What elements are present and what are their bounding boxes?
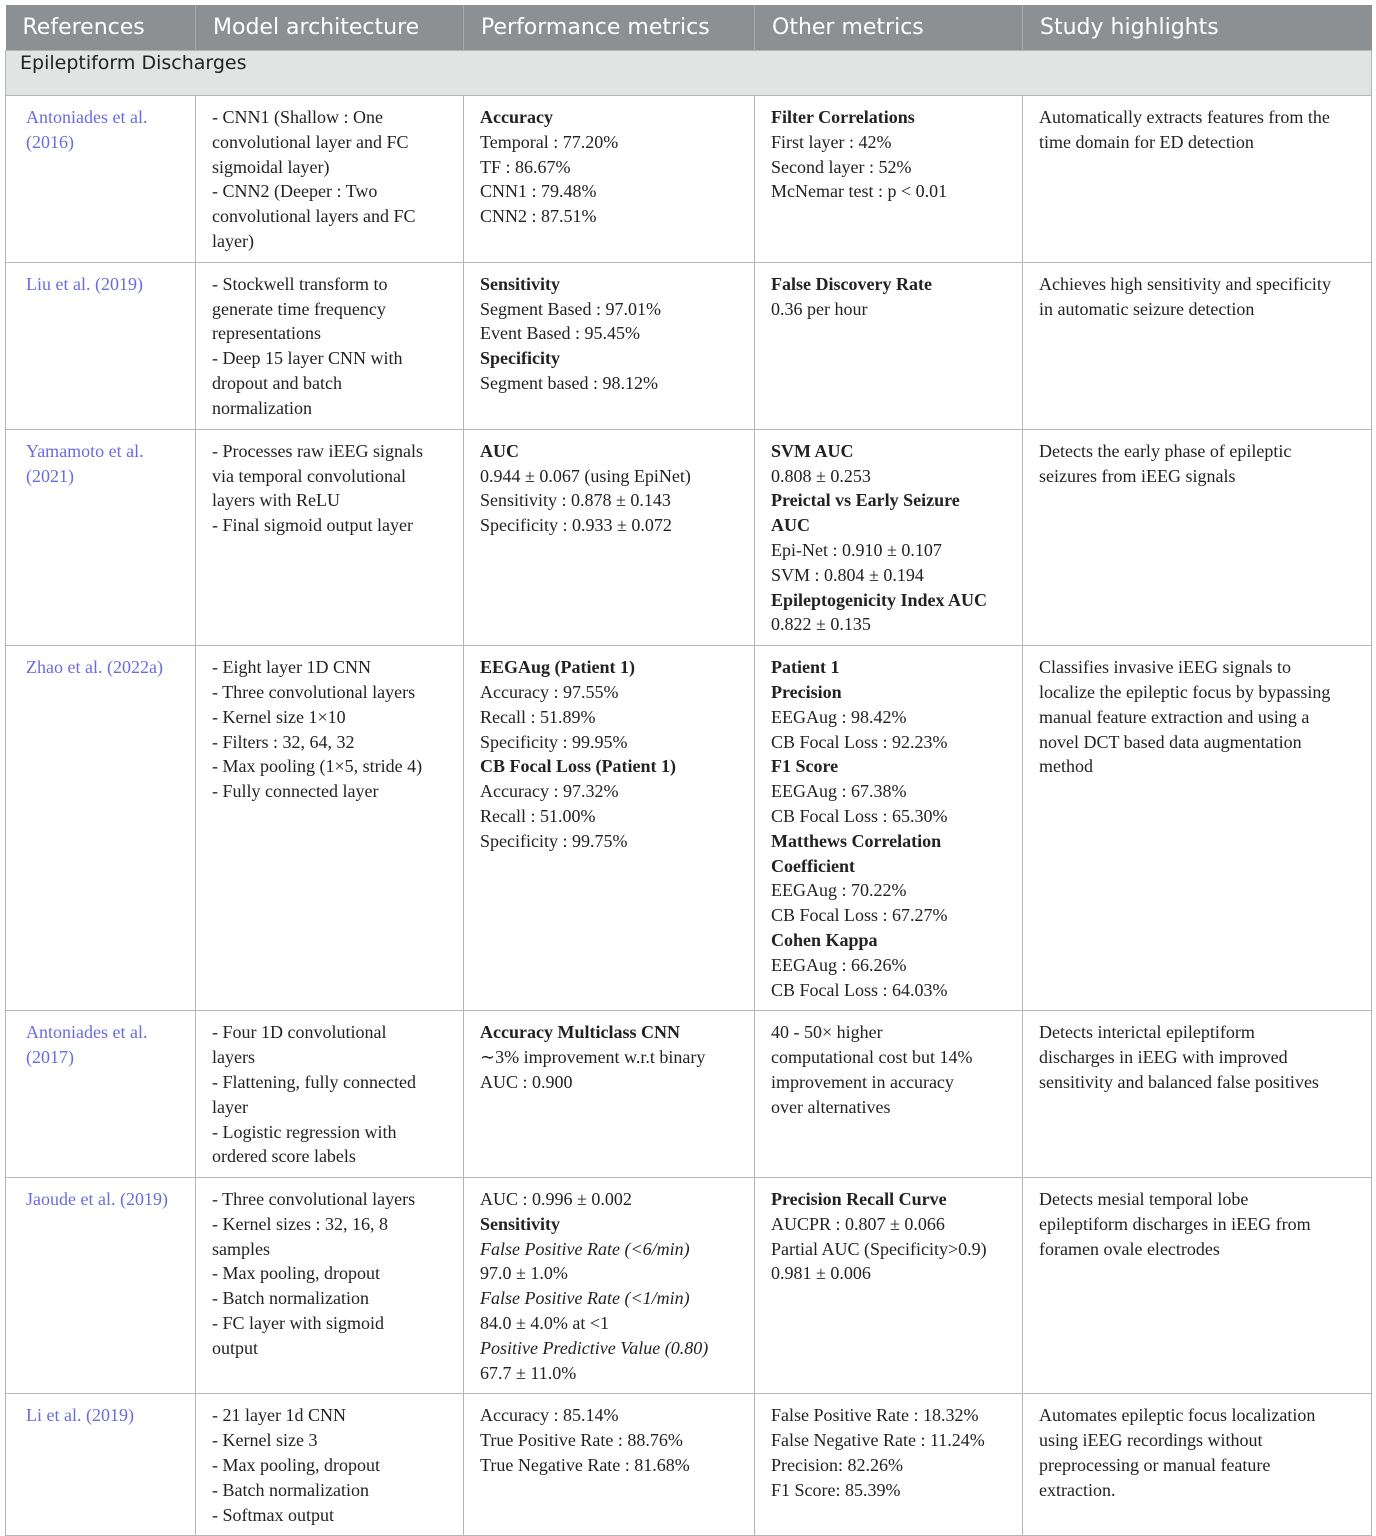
arch-cell [196, 1178, 464, 1394]
cell-line: - Final sigmoid output layer [212, 515, 413, 536]
cell-line: Segment Based : 97.01% [480, 298, 661, 319]
cell-line: improvement in accuracy [771, 1071, 954, 1092]
cell-line: Epileptogenicity Index AUC [771, 589, 988, 610]
cell-line: - Fully connected layer [212, 781, 379, 802]
reference-link[interactable] [6, 646, 196, 1011]
cell-line: Temporal : 77.20% [480, 131, 619, 152]
cell-line: method [1039, 756, 1093, 777]
cell-line: Specificity : 99.75% [480, 830, 628, 851]
cell-line: generate time frequency [212, 298, 386, 319]
cell-line: Recall : 51.89% [480, 706, 596, 727]
reference-text[interactable]: Liu et al. (2019) [26, 273, 143, 294]
cell-line: EEGAug (Patient 1) [480, 657, 635, 678]
cell-line: dropout and batch [212, 372, 342, 393]
cell-line: - Flattening, fully connected [212, 1071, 416, 1092]
perf-cell [464, 429, 755, 645]
header-row [6, 5, 1372, 51]
cell-line: - Eight layer 1D CNN [212, 657, 371, 678]
cell-line: - CNN1 (Shallow : One [212, 107, 383, 127]
cell-line: - Three convolutional layers [212, 681, 416, 702]
cell-line: Matthews Correlation [771, 830, 942, 851]
cell-line: Automatically extracts features from the [1039, 107, 1330, 127]
cell-line: computational cost but 14% [771, 1047, 973, 1068]
cell-line: False Positive Rate : 18.32% [771, 1405, 979, 1426]
perf-cell [464, 96, 755, 263]
cell-line: - Deep 15 layer CNN with [212, 348, 403, 369]
other-cell [755, 262, 1023, 429]
cell-line: CB Focal Loss : 67.27% [771, 905, 948, 926]
reference-text[interactable]: Antoniades et al. [26, 107, 148, 127]
cell-line: Detects mesial temporal lobe [1039, 1189, 1249, 1210]
reference-link[interactable] [6, 262, 196, 429]
cell-line: sensitivity and balanced false positives [1039, 1071, 1319, 1092]
cell-line: Epi-Net : 0.910 ± 0.107 [771, 539, 942, 560]
table-row [6, 1011, 1372, 1178]
cell-line: F1 Score [771, 756, 839, 777]
cell-line: Specificity : 0.933 ± 0.072 [480, 515, 672, 536]
cell-line: CB Focal Loss : 92.23% [771, 731, 948, 752]
arch-cell [196, 1394, 464, 1536]
cell-line: - Softmax output [212, 1504, 334, 1525]
cell-line: - Kernel size 1×10 [212, 706, 346, 727]
cell-line: Accuracy : 97.32% [480, 781, 619, 802]
cell-line: Specificity : 99.95% [480, 731, 628, 752]
group-label: Epileptiform Discharges [6, 51, 1372, 96]
cell-line: First layer : 42% [771, 131, 892, 152]
cell-line: convolutional layers and FC [212, 206, 416, 227]
cell-line: False Positive Rate (<6/min) [480, 1238, 690, 1259]
cell-line: True Positive Rate : 88.76% [480, 1430, 683, 1451]
cell-line: - Kernel size 3 [212, 1430, 318, 1451]
arch-cell [196, 429, 464, 645]
perf-cell [464, 1394, 755, 1536]
cell-line: Filter Correlations [771, 107, 915, 127]
reference-text[interactable]: (2016) [26, 131, 74, 152]
perf-cell [464, 1011, 755, 1178]
cell-line: Event Based : 95.45% [480, 323, 640, 344]
arch-cell [196, 646, 464, 1011]
other-cell [755, 1394, 1023, 1536]
cell-line: AUC [771, 515, 810, 536]
cell-line: EEGAug : 67.38% [771, 781, 907, 802]
cell-line: CB Focal Loss : 65.30% [771, 805, 948, 826]
cell-line: AUC : 0.996 ± 0.002 [480, 1189, 632, 1210]
cell-line: normalization [212, 397, 312, 418]
cell-line: - Kernel sizes : 32, 16, 8 [212, 1213, 388, 1234]
column-header-study-highlights: Study highlights [1023, 5, 1372, 51]
perf-cell [464, 262, 755, 429]
table-row [6, 429, 1372, 645]
cell-line: preprocessing or manual feature [1039, 1455, 1271, 1476]
high-cell [1023, 96, 1372, 263]
column-header-model-architecture: Model architecture [196, 5, 464, 51]
cell-line: EEGAug : 66.26% [771, 954, 907, 975]
reference-text[interactable]: (2017) [26, 1047, 74, 1068]
cell-line: - Max pooling, dropout [212, 1263, 380, 1284]
other-cell [755, 96, 1023, 263]
cell-line: CB Focal Loss : 64.03% [771, 979, 948, 1000]
other-cell [755, 646, 1023, 1011]
cell-line: in automatic seizure detection [1039, 298, 1255, 319]
cell-line: 0.944 ± 0.067 (using EpiNet) [480, 465, 691, 486]
cell-line: Segment based : 98.12% [480, 372, 658, 393]
cell-line: foramen ovale electrodes [1039, 1238, 1220, 1259]
cell-line: AUC [480, 440, 519, 461]
cell-line: Precision: 82.26% [771, 1455, 903, 1476]
cell-line: Accuracy : 97.55% [480, 681, 619, 702]
cell-line: layers [212, 1047, 255, 1068]
cell-line: True Negative Rate : 81.68% [480, 1455, 690, 1476]
results-table [5, 5, 1372, 1536]
cell-line: using iEEG recordings without [1039, 1430, 1263, 1451]
cell-line: Partial AUC (Specificity>0.9) [771, 1238, 987, 1259]
cell-line: 97.0 ± 1.0% [480, 1263, 568, 1284]
cell-line: - Max pooling, dropout [212, 1455, 380, 1476]
cell-line: ∼3% improvement w.r.t binary [480, 1047, 706, 1068]
cell-line: CNN1 : 79.48% [480, 181, 597, 202]
high-cell [1023, 429, 1372, 645]
cell-line: TF : 86.67% [480, 156, 571, 177]
other-cell [755, 1011, 1023, 1178]
cell-line: output [212, 1337, 259, 1358]
reference-text[interactable]: Antoniades et al. [26, 1022, 148, 1043]
perf-cell [464, 1178, 755, 1394]
cell-line: False Positive Rate (<1/min) [480, 1288, 690, 1309]
cell-line: layer) [212, 230, 254, 251]
group-row [6, 51, 1372, 96]
cell-line: - Max pooling (1×5, stride 4) [212, 756, 423, 777]
reference-text[interactable]: (2021) [26, 465, 74, 486]
cell-line: Cohen Kappa [771, 929, 878, 950]
high-cell [1023, 646, 1372, 1011]
cell-line: SVM AUC [771, 440, 854, 461]
cell-line: Precision [771, 681, 842, 702]
cell-line: epileptiform discharges in iEEG from [1039, 1213, 1311, 1234]
cell-line: Second layer : 52% [771, 156, 912, 177]
cell-line: False Discovery Rate [771, 273, 932, 294]
arch-cell [196, 96, 464, 263]
reference-text[interactable]: Yamamoto et al. [26, 440, 144, 461]
cell-line: - 21 layer 1d CNN [212, 1405, 346, 1426]
reference-link[interactable] [6, 1178, 196, 1394]
table-row [6, 262, 1372, 429]
cell-line: seizures from iEEG signals [1039, 465, 1236, 486]
table-row [6, 96, 1372, 263]
cell-line: representations [212, 323, 321, 344]
cell-line: manual feature extraction and using a [1039, 706, 1310, 727]
cell-line: Sensitivity [480, 273, 561, 294]
reference-text[interactable]: Li et al. (2019) [26, 1405, 134, 1426]
table-row [6, 1394, 1372, 1536]
cell-line: time domain for ED detection [1039, 131, 1254, 152]
cell-line: 84.0 ± 4.0% at <1 [480, 1313, 610, 1334]
cell-line: 0.822 ± 0.135 [771, 614, 871, 635]
cell-line: sigmoidal layer) [212, 156, 330, 177]
reference-text[interactable]: Zhao et al. (2022a) [26, 657, 163, 678]
high-cell [1023, 1394, 1372, 1536]
cell-line: extraction. [1039, 1479, 1116, 1500]
cell-line: Classifies invasive iEEG signals to [1039, 657, 1291, 678]
cell-line: - Batch normalization [212, 1479, 369, 1500]
cell-line: SVM : 0.804 ± 0.194 [771, 564, 924, 585]
cell-line: over alternatives [771, 1096, 891, 1117]
cell-line: 0.36 per hour [771, 298, 868, 319]
cell-line: CNN2 : 87.51% [480, 206, 597, 227]
reference-link[interactable] [6, 96, 196, 263]
cell-line: CB Focal Loss (Patient 1) [480, 756, 676, 777]
high-cell [1023, 1178, 1372, 1394]
cell-line: Specificity [480, 348, 560, 369]
cell-line: Achieves high sensitivity and specificity [1039, 273, 1331, 294]
other-cell [755, 1178, 1023, 1394]
cell-line: Patient 1 [771, 657, 840, 678]
cell-line: - CNN2 (Deeper : Two [212, 181, 378, 202]
table-row [6, 646, 1372, 1011]
perf-cell [464, 646, 755, 1011]
cell-line: Preictal vs Early Seizure [771, 490, 960, 511]
cell-line: via temporal convolutional [212, 465, 406, 486]
cell-line: 67.7 ± 11.0% [480, 1362, 577, 1383]
cell-line: Positive Predictive Value (0.80) [480, 1337, 709, 1358]
cell-line: - Filters : 32, 64, 32 [212, 731, 355, 752]
cell-line: - Four 1D convolutional [212, 1022, 387, 1043]
high-cell [1023, 262, 1372, 429]
cell-line: ordered score labels [212, 1146, 356, 1167]
cell-line: False Negative Rate : 11.24% [771, 1430, 985, 1451]
cell-line: Accuracy : 85.14% [480, 1405, 619, 1426]
cell-line: layers with ReLU [212, 490, 340, 511]
cell-line: Detects interictal epileptiform [1039, 1022, 1255, 1043]
cell-line: convolutional layer and FC [212, 131, 409, 152]
cell-line: Sensitivity [480, 1213, 561, 1234]
cell-line: McNemar test : p < 0.01 [771, 181, 948, 202]
cell-line: F1 Score: 85.39% [771, 1479, 901, 1500]
cell-line: samples [212, 1238, 270, 1259]
reference-text[interactable]: Jaoude et al. (2019) [26, 1189, 168, 1210]
cell-line: localize the epileptic focus by bypassing [1039, 681, 1331, 702]
other-cell [755, 429, 1023, 645]
arch-cell [196, 262, 464, 429]
cell-line: 0.981 ± 0.006 [771, 1263, 871, 1284]
cell-line: Accuracy [480, 107, 553, 127]
table-row [6, 1178, 1372, 1394]
high-cell [1023, 1011, 1372, 1178]
cell-line: - Stockwell transform to [212, 273, 388, 294]
cell-line: 40 - 50× higher [771, 1022, 883, 1043]
cell-line: EEGAug : 98.42% [771, 706, 907, 727]
cell-line: - Processes raw iEEG signals [212, 440, 423, 461]
cell-line: 0.808 ± 0.253 [771, 465, 871, 486]
cell-line: Coefficient [771, 855, 855, 876]
cell-line: - Logistic regression with [212, 1121, 397, 1142]
column-header-other-metrics: Other metrics [755, 5, 1023, 51]
cell-line: AUCPR : 0.807 ± 0.066 [771, 1213, 945, 1234]
cell-line: Detects the early phase of epileptic [1039, 440, 1292, 461]
cell-line: - FC layer with sigmoid [212, 1313, 384, 1334]
cell-line: Sensitivity : 0.878 ± 0.143 [480, 490, 671, 511]
reference-link[interactable] [6, 429, 196, 645]
cell-line: - Three convolutional layers [212, 1189, 416, 1210]
cell-line: Automates epileptic focus localization [1039, 1405, 1316, 1426]
cell-line: layer [212, 1096, 248, 1117]
cell-line: Recall : 51.00% [480, 805, 596, 826]
cell-line: AUC : 0.900 [480, 1071, 573, 1092]
reference-link[interactable] [6, 1011, 196, 1178]
column-header-references: References [6, 5, 196, 51]
arch-cell [196, 1011, 464, 1178]
reference-link[interactable] [6, 1394, 196, 1536]
cell-line: novel DCT based data augmentation [1039, 731, 1302, 752]
cell-line: - Batch normalization [212, 1288, 369, 1309]
cell-line: discharges in iEEG with improved [1039, 1047, 1288, 1068]
cell-line: Accuracy Multiclass CNN [480, 1022, 680, 1043]
column-header-performance-metrics: Performance metrics [464, 5, 755, 51]
cell-line: Precision Recall Curve [771, 1189, 947, 1210]
cell-line: EEGAug : 70.22% [771, 880, 907, 901]
